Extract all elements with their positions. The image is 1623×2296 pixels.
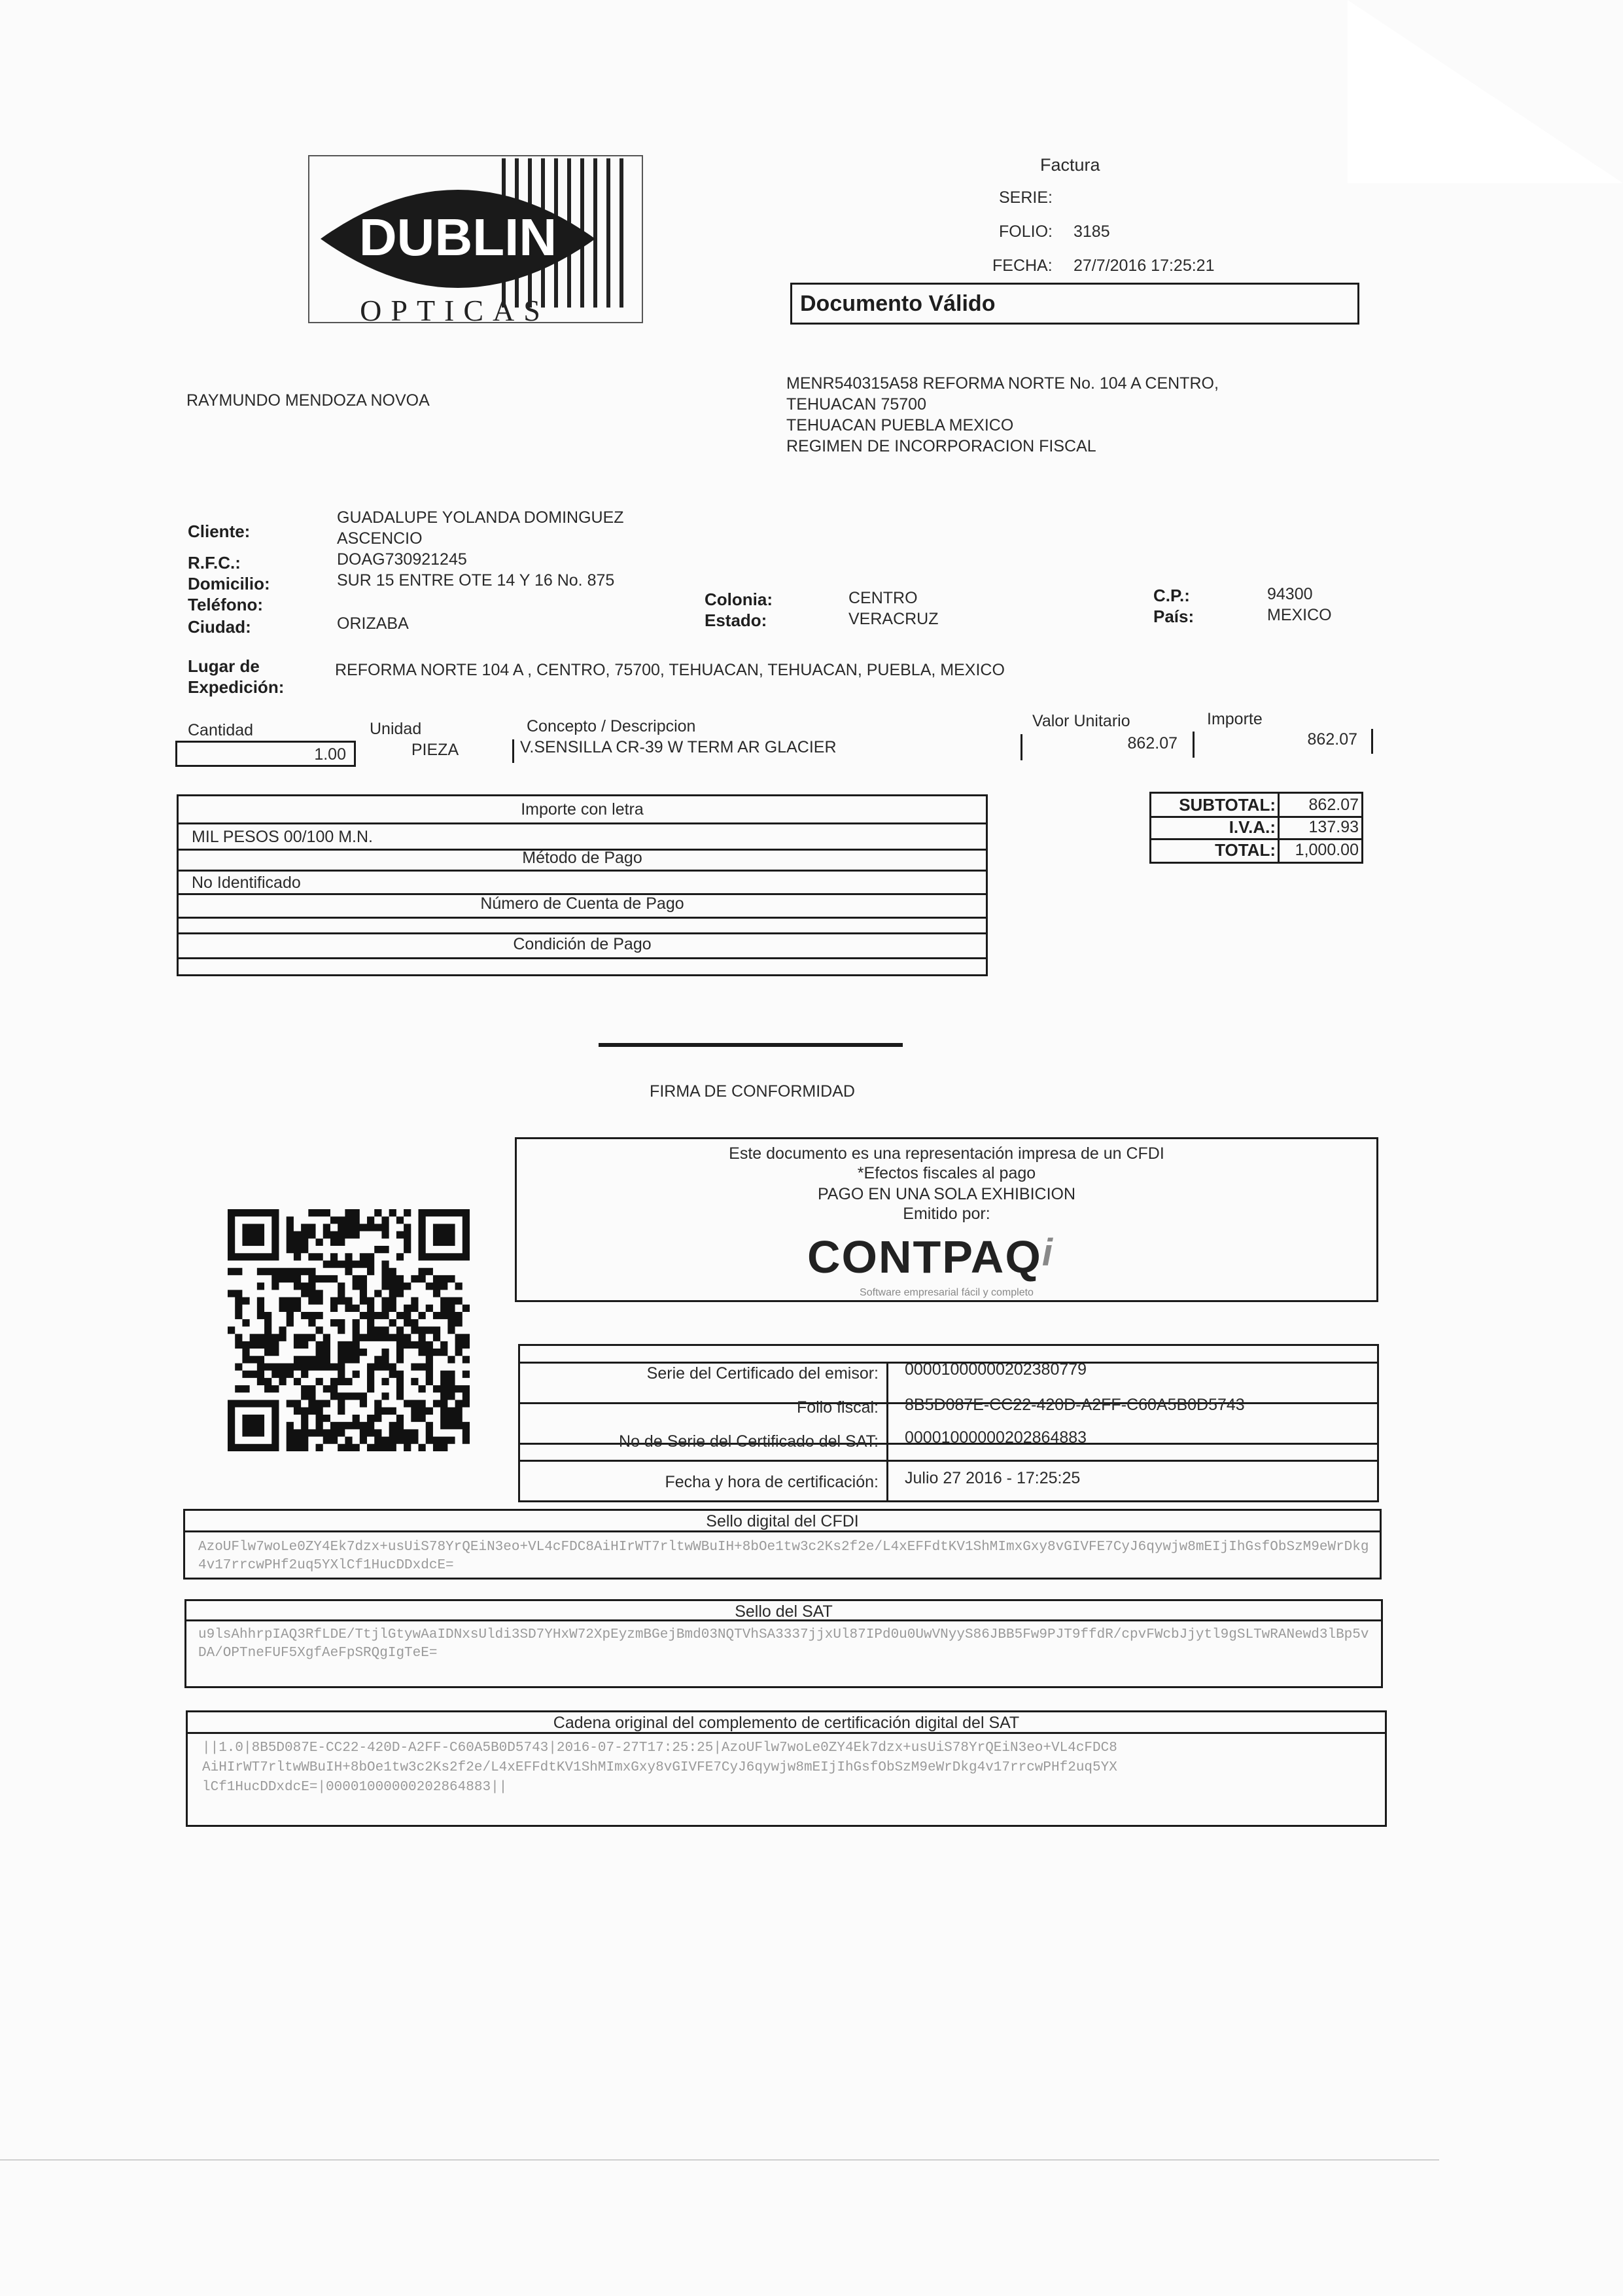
logo-text: DUBLIN (358, 208, 557, 266)
col-unidad-header: Unidad (370, 720, 422, 738)
serie-sat-label: No de Serie del Certificado del SAT: (619, 1432, 879, 1451)
telefono-label: Teléfono: (188, 595, 264, 614)
cliente-value: GUADALUPE YOLANDA DOMINGUEZ (337, 508, 624, 527)
col-concepto-header: Concepto / Descripcion (527, 717, 696, 735)
issuer-address-line: TEHUACAN PUEBLA MEXICO (786, 416, 1014, 434)
cadena-label: Cadena original del complemento de certificación digital del SAT (553, 1714, 1020, 1732)
qr-code (228, 1209, 470, 1451)
divider (185, 1530, 1380, 1532)
total-value: 1,000.00 (1295, 841, 1359, 859)
iva-label: I.V.A.: (1229, 817, 1276, 837)
serie-emisor-value: 00001000000202380779 (905, 1360, 1087, 1379)
issuer-address (786, 373, 1219, 457)
iva-value: 137.93 (1308, 818, 1359, 836)
importe-letra-label: Importe con letra (521, 800, 644, 819)
cliente-value-continued: ASCENCIO (337, 529, 423, 548)
lugar-value: REFORMA NORTE 104 A , CENTRO, 75700, TEHUACAN, TEHUACAN, PUEBLA, MEXICO (335, 661, 1005, 679)
status-box (790, 283, 1359, 325)
cfdi-notice-line: Emitido por: (903, 1205, 990, 1223)
domicilio-label: Domicilio: (188, 574, 270, 593)
rfc-label: R.F.C.: (188, 553, 241, 573)
issuer-address-line: MENR540315A58 REFORMA NORTE No. 104 A CENTRO, (786, 374, 1219, 393)
divider (179, 957, 986, 959)
cfdi-notice-line: PAGO EN UNA SOLA EXHIBICION (817, 1185, 1076, 1203)
cantidad-cell (175, 741, 356, 767)
row-valor-unitario: 862.07 (1127, 734, 1178, 752)
metodo-pago-label: Método de Pago (522, 849, 642, 867)
serie-sat-value: 00001000000202864883 (905, 1428, 1087, 1447)
folio-fiscal-label: Folio fiscal: (796, 1398, 879, 1417)
lugar-label-continued: Expedición: (188, 677, 285, 697)
cadena-value: ||1.0|8B5D087E-CC22-420D-A2FF-C60A5B0D5743|2016-07-27T17:25:25|AzoUFlw7woLe0ZY4Ek7dzx+usUiS78YrQEiN3eo+VL4cFDC8AiHIrWT7rltwWBuIH+8bOe1tw3c2Ks2f2e/L4xEFFdtKV1ShMImxGxy8vGIVFE7CyJ6qywjw8mEIjIhGsfObSzM9eWrDkg4v17rrcwPHf2uq5YXlCf1HucDDxdcE=|00001000000202864883|| (202, 1740, 1117, 1795)
condicion-pago-label: Condición de Pago (513, 935, 652, 953)
divider (1278, 794, 1280, 862)
signature-line (599, 1043, 903, 1047)
company-logo (307, 150, 648, 334)
colonia-label: Colonia: (705, 590, 773, 609)
fecha-cert-label: Fecha y hora de certificación: (665, 1473, 879, 1491)
row-divider (1021, 734, 1022, 760)
metodo-pago-value: No Identificado (192, 874, 301, 892)
status-badge: Documento Válido (800, 291, 996, 316)
fecha-cert-value: Julio 27 2016 - 17:25:25 (905, 1469, 1081, 1487)
issuer-address-line: TEHUACAN 75700 (786, 395, 926, 414)
row-divider (512, 739, 514, 763)
ciudad-label: Ciudad: (188, 617, 251, 637)
totals-box (1149, 792, 1363, 864)
ciudad-value: ORIZABA (337, 614, 409, 633)
serie-label: SERIE: (999, 188, 1053, 207)
col-importe-header: Importe (1207, 710, 1263, 728)
row-concepto: V.SENSILLA CR-39 W TERM AR GLACIER (520, 738, 837, 756)
doc-type: Factura (1040, 155, 1100, 175)
signature-label: FIRMA DE CONFORMIDAD (650, 1082, 855, 1101)
divider (179, 917, 986, 919)
serie-emisor-label: Serie del Certificado del emisor: (646, 1364, 879, 1383)
divider (188, 1732, 1385, 1734)
cfdi-notice-line: Este documento es una representación impresa de un CFDI (729, 1144, 1164, 1163)
total-label: TOTAL: (1215, 840, 1276, 860)
sello-sat-label: Sello del SAT (735, 1602, 833, 1621)
folio-fiscal-value: 8B5D087E-CC22-420D-A2FF-C60A5B0D5743 (905, 1396, 1245, 1414)
row-divider (1193, 732, 1195, 758)
folio-value: 3185 (1073, 222, 1110, 241)
cadena-box (186, 1710, 1387, 1827)
cfdi-notice-box (515, 1137, 1378, 1302)
payment-box (177, 794, 988, 976)
contpaq-logo-i: i (1041, 1231, 1053, 1274)
fecha-value: 27/7/2016 17:25:21 (1073, 256, 1215, 275)
sello-cfdi-value: AzoUFlw7woLe0ZY4Ek7dzx+usUiS78YrQEiN3eo+VL4cFDC8AiHIrWT7rltwWBuIH+8bOe1tw3c2Ks2f2e/L4xEFFdtKV1ShMImxGxy8vGIVFE7CyJ6qywjw8mEIjIhGsfObSzM9eWrDkg4v17rrcwPHf2uq5YXlCf1HucDDxdcE= (198, 1540, 1369, 1573)
row-cantidad: 1.00 (314, 745, 346, 764)
page-bottom-edge (0, 2159, 1439, 2161)
pais-value: MEXICO (1267, 606, 1332, 624)
folio-label: FOLIO: (999, 222, 1053, 241)
estado-label: Estado: (705, 610, 767, 630)
divider (179, 822, 986, 824)
importe-letra-value: MIL PESOS 00/100 M.N. (192, 828, 373, 846)
divider (520, 1460, 1377, 1462)
sello-sat-box (184, 1599, 1383, 1688)
certificate-table (518, 1344, 1379, 1502)
subtotal-value: 862.07 (1308, 796, 1359, 814)
divider (179, 870, 986, 872)
domicilio-value: SUR 15 ENTRE OTE 14 Y 16 No. 875 (337, 571, 615, 590)
issuer-name: RAYMUNDO MENDOZA NOVOA (186, 391, 430, 410)
rfc-value: DOAG730921245 (337, 550, 467, 569)
col-cantidad-header: Cantidad (188, 721, 254, 739)
sello-sat-value: u9lsAhhrpIAQ3RfLDE/TtjlGtywAaIDNxsUldi3SD7YHxW72XpEyzmBGejBmd03NQTVhSA3337jjxUl87IPd0u0UwVNyyS86JBB5Fw9PJT9ffdR/cpvFWcbJjytl9gSLTwRANewd3lBp5vDA/OPTneFUF5XgfAeFpSRQgIgTeE= (198, 1627, 1369, 1661)
lugar-label: Lugar de (188, 656, 260, 676)
fecha-label: FECHA: (992, 256, 1053, 275)
page-fold-corner (1348, 0, 1623, 183)
row-importe: 862.07 (1307, 730, 1357, 749)
subtotal-label: SUBTOTAL: (1179, 795, 1276, 815)
colonia-value: CENTRO (848, 589, 918, 607)
cfdi-notice-line: *Efectos fiscales al pago (857, 1164, 1036, 1182)
sello-cfdi-label: Sello digital del CFDI (706, 1512, 859, 1530)
estado-value: VERACRUZ (848, 610, 939, 628)
contpaq-logo (807, 1231, 1053, 1283)
contpaq-logo-text: CONTPAQ (807, 1231, 1042, 1282)
col-valor-unitario-header: Valor Unitario (1032, 712, 1130, 730)
row-divider (1371, 729, 1373, 754)
cuenta-pago-label: Número de Cuenta de Pago (480, 894, 684, 913)
contpaq-tagline: Software empresarial fácil y completo (860, 1287, 1034, 1298)
qr-code-icon (228, 1209, 470, 1451)
divider (886, 1362, 888, 1500)
cp-label: C.P.: (1153, 586, 1190, 605)
cliente-label: Cliente: (188, 521, 251, 541)
divider (186, 1619, 1381, 1621)
pais-label: País: (1153, 607, 1195, 626)
cp-value: 94300 (1267, 585, 1313, 603)
row-unidad: PIEZA (411, 741, 459, 759)
issuer-address-line: REGIMEN DE INCORPORACION FISCAL (786, 437, 1096, 455)
sello-cfdi-box (183, 1509, 1382, 1580)
logo-subtext: OPTICAS (360, 294, 550, 327)
